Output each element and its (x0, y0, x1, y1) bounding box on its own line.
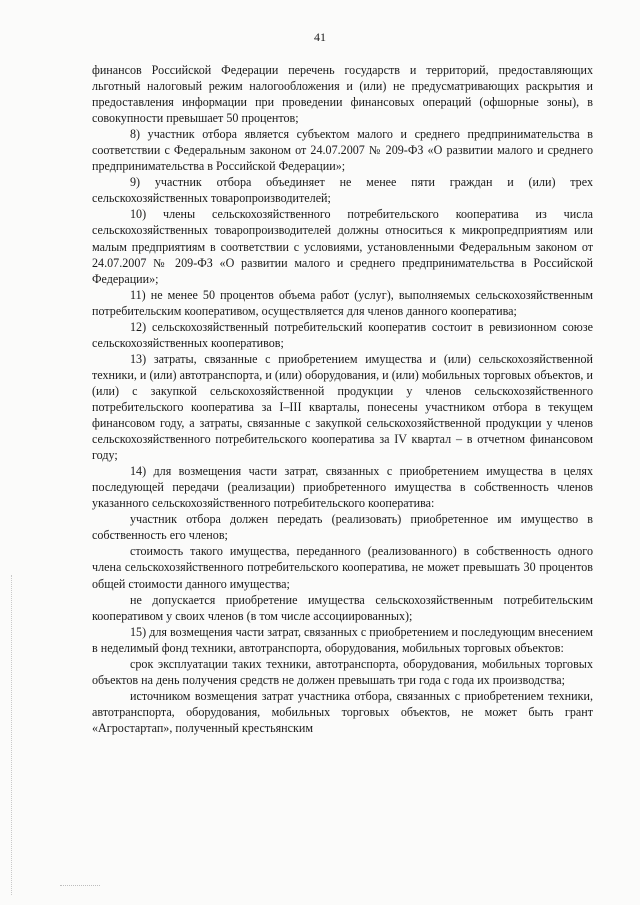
paragraph-item-14: 14) для возмещения части затрат, связанных с приобретением имущества в целях последующей передачи (реализации) приобретенного имущества в собственность членов указанного сельскохозяйственного потребительского кооператива: (92, 464, 593, 511)
paragraph-item-15-sub-2: источником возмещения затрат участника отбора, связанных с приобретением техники, автотранспорта, оборудования, мобильных торговых объектов, не может быть грант «Агростартап», полученный крестьянским (92, 688, 593, 735)
paragraph-item-9: 9) участник отбора объединяет не менее пяти граждан и (или) трех сельскохозяйственных товаропроизводителей; (92, 175, 593, 206)
paragraph-item-14-sub-2: стоимость такого имущества, переданного (реализованного) в собственность одного члена сельскохозяйственного потребительского кооператива, не может превышать 30 процентов общей стоимости данного имущества; (92, 544, 593, 591)
paragraph-item-15-sub-1: срок эксплуатации таких техники, автотранспорта, оборудования, мобильных торговых объектов на день получения средств не должен превышать три года с года их производства; (92, 656, 593, 687)
paragraph-item-11: 11) не менее 50 процентов объема работ (услуг), выполняемых сельскохозяйственным потребительским кооперативом, осуществляется для членов данного кооператива; (92, 287, 593, 318)
paragraph-item-8: 8) участник отбора является субъектом малого и среднего предпринимательства в соответствии с Федеральным законом от 24.07.2007 № 209-ФЗ «О развитии малого и среднего предпринимательства в Российской Федерации»; (92, 127, 593, 174)
document-body (92, 62, 593, 736)
paragraph-item-15: 15) для возмещения части затрат, связанных с приобретением и последующим внесением в неделимый фонд техники, автотранспорта, оборудования, мобильных торговых объектов: (92, 624, 593, 655)
paragraph-item-10: 10) члены сельскохозяйственного потребительского кооператива из числа сельскохозяйственных товаропроизводителей должны относиться к микропредприятиям или малым предприятиям в соответствии с условиями, установленными Федеральным законом от 24.07.2007 № 209-ФЗ «О развитии малого и среднего предпринимательства в Российской Федерации»; (92, 207, 593, 286)
page-number: 41 (314, 30, 326, 44)
paragraph-item-12: 12) сельскохозяйственный потребительский кооператив состоит в ревизионном союзе сельскохозяйственных кооперативов; (92, 319, 593, 350)
scan-margin-mark (11, 575, 13, 895)
scan-artifact-mark (60, 885, 100, 887)
paragraph-item-14-sub-1: участник отбора должен передать (реализовать) приобретенное им имущество в собственность его членов; (92, 512, 593, 543)
paragraph-continuation: финансов Российской Федерации перечень государств и территорий, предоставляющих льготный налоговый режим налогообложения и (или) не предусматривающих раскрытия и предоставления информации при проведении финансовых операций (офшорные зоны), в совокупности превышает 50 процентов; (92, 63, 593, 126)
paragraph-item-13: 13) затраты, связанные с приобретением имущества и (или) сельскохозяйственной техники, и (или) автотранспорта, и (или) оборудования, и (или) мобильных торговых объектов, и (или) с закупкой сельскохозяйственной продукции у членов сельскохозяйственного потребительского кооператива за I–III кварталы, понесены участником отбора в текущем финансовом году, а затраты, связанные с закупкой сельскохозяйственной продукции у членов сельскохозяйственного потребительского кооператива за IV квартал – в отчетном финансовом году; (92, 351, 593, 463)
paragraph-item-14-sub-3: не допускается приобретение имущества сельскохозяйственным потребительским кооперативом у своих членов (в том числе ассоциированных); (92, 592, 593, 623)
